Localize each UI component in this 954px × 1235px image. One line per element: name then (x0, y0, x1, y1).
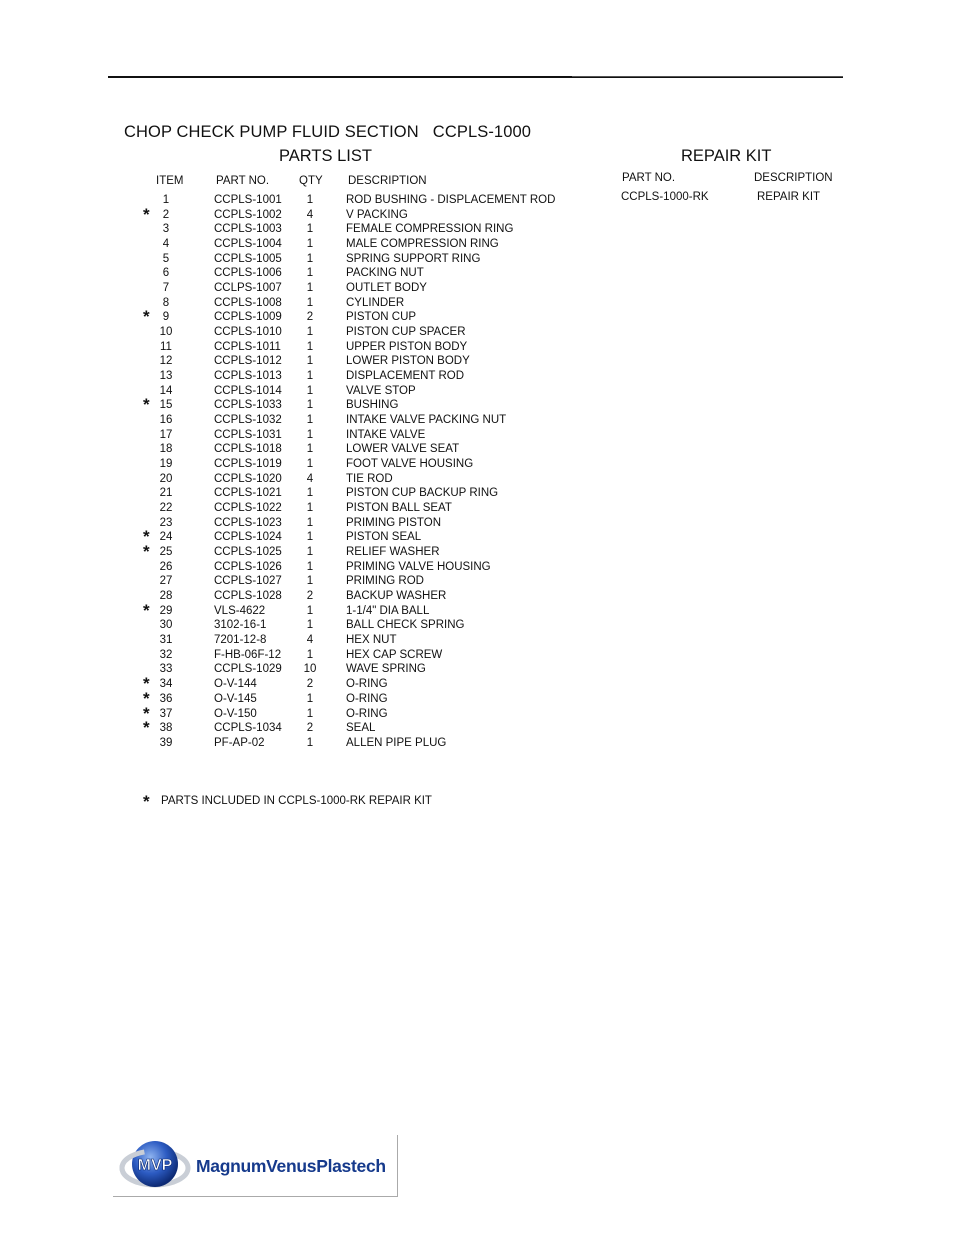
table-row (0, 429, 954, 443)
item-number: 16 (159, 414, 173, 427)
part-number: CCPLS-1023 (214, 516, 282, 529)
part-description: OUTLET BODY (346, 282, 427, 294)
part-description: SEAL (346, 722, 376, 735)
part-number: CCPLS-1020 (214, 472, 282, 485)
item-number: 8 (162, 296, 170, 309)
item-number: 23 (159, 516, 173, 529)
quantity: 1 (306, 736, 314, 749)
part-number: CCPLS-1034 (214, 722, 282, 735)
table-row (0, 253, 954, 267)
part-number: CCPLS-1009 (214, 311, 282, 324)
quantity: 10 (303, 663, 317, 676)
table-row (0, 458, 954, 472)
part-description: VALVE STOP (346, 384, 416, 397)
part-description: O-RING (346, 692, 388, 705)
part-number: CCPLS-1011 (214, 340, 281, 353)
item-number: 14 (159, 384, 173, 397)
quantity: 1 (306, 384, 314, 397)
kit-star-icon: * (143, 204, 150, 224)
kit-star-icon: * (143, 703, 150, 723)
part-description: HEX NUT (346, 634, 397, 647)
quantity: 1 (306, 326, 314, 338)
kit-part-header: PART NO. (622, 172, 676, 184)
part-description: WAVE SPRING (346, 663, 426, 676)
item-number: 12 (159, 355, 173, 368)
quantity: 1 (306, 252, 314, 265)
footnote-star-icon: * (143, 792, 150, 811)
table-row (0, 414, 954, 428)
kit-star-icon: * (143, 395, 150, 415)
kit-star-icon: * (143, 688, 150, 708)
item-number: 32 (159, 648, 173, 661)
quantity: 4 (306, 208, 314, 221)
item-number: 25 (159, 546, 173, 559)
quantity: 1 (306, 296, 314, 309)
item-number: 22 (159, 502, 173, 515)
part-number: CCPLS-1032 (214, 414, 282, 427)
item-number: 36 (159, 692, 173, 705)
item-number: 27 (159, 575, 173, 588)
part-description: PRIMING PISTON (346, 516, 441, 529)
part-description: ROD BUSHING - DISPLACEMENT ROD (346, 194, 556, 206)
part-number: CCPLS-1003 (214, 223, 282, 236)
kit-star-icon: * (143, 307, 150, 327)
quantity: 1 (306, 267, 314, 280)
part-description: PRIMING ROD (346, 575, 424, 588)
part-description: 1-1/4" DIA BALL (346, 604, 430, 617)
part-description: PISTON CUP BACKUP RING (346, 487, 499, 500)
table-row (0, 307, 954, 327)
page-title: CHOP CHECK PUMP FLUID SECTION CCPLS-1000 (124, 123, 532, 141)
kit-part-no: CCPLS-1000-RK (621, 191, 709, 203)
table-row (0, 600, 954, 620)
quantity: 1 (306, 194, 314, 206)
quantity: 1 (306, 560, 314, 573)
part-number: CCPLS-1018 (214, 443, 282, 456)
quantity: 2 (306, 722, 314, 735)
quantity: 4 (306, 472, 314, 485)
part-number: 3102-16-1 (214, 619, 267, 632)
quantity: 1 (306, 458, 314, 471)
part-number: CCLPS-1007 (214, 282, 282, 294)
part-description: RELIEF WASHER (346, 546, 440, 559)
part-number: CCPLS-1024 (214, 531, 282, 544)
company-logo (113, 1135, 398, 1197)
part-number: CCPLS-1008 (214, 296, 282, 309)
globe-logo-icon (113, 1135, 197, 1196)
quantity: 1 (306, 648, 314, 661)
part-number: CCPLS-1029 (214, 663, 282, 676)
item-number: 1 (162, 194, 170, 206)
kit-description: REPAIR KIT (757, 191, 821, 203)
part-description: FEMALE COMPRESSION RING (346, 223, 514, 236)
item-number: 7 (162, 282, 170, 294)
part-number: CCPLS-1006 (214, 267, 282, 280)
kit-desc-header: DESCRIPTION (754, 172, 833, 184)
part-description: V PACKING (346, 208, 408, 221)
item-number: 6 (162, 267, 170, 280)
part-number: CCPLS-1005 (214, 252, 282, 265)
quantity: 4 (306, 634, 314, 647)
quantity: 1 (306, 282, 314, 294)
part-number: F-HB-06F-12 (214, 648, 282, 661)
item-number: 21 (159, 487, 173, 500)
item-number: 26 (159, 560, 173, 573)
quantity: 1 (306, 443, 314, 456)
col-part-header: PART NO. (216, 175, 270, 187)
company-name: MagnumVenusPlastech (196, 1156, 386, 1176)
col-desc-header: DESCRIPTION (348, 175, 427, 187)
quantity: 1 (306, 340, 314, 353)
part-number: CCPLS-1013 (214, 370, 282, 382)
table-row (0, 473, 954, 487)
item-number: 11 (160, 340, 172, 353)
item-number: 39 (159, 736, 173, 749)
part-description: INTAKE VALVE (346, 428, 426, 441)
quantity: 1 (306, 604, 314, 617)
col-qty-header: QTY (299, 175, 323, 187)
part-description: BALL CHECK SPRING (346, 619, 465, 632)
part-description: FOOT VALVE HOUSING (346, 458, 474, 471)
part-number: O-V-145 (214, 692, 257, 705)
part-number: CCPLS-1026 (214, 560, 282, 573)
quantity: 1 (306, 238, 314, 250)
item-number: 28 (159, 590, 173, 603)
quantity: 1 (306, 531, 314, 544)
table-row (0, 634, 954, 648)
table-row (0, 575, 954, 589)
quantity: 1 (306, 355, 314, 368)
item-number: 17 (159, 428, 173, 441)
kit-star-icon: * (143, 674, 150, 694)
item-number: 30 (159, 619, 173, 632)
table-row (0, 267, 954, 281)
part-description: BACKUP WASHER (346, 590, 447, 603)
part-number: CCPLS-1031 (214, 428, 282, 441)
quantity: 2 (306, 590, 314, 603)
part-number: CCPLS-1021 (214, 487, 282, 500)
quantity: 1 (306, 223, 314, 236)
table-row (0, 282, 954, 296)
footnote-text: PARTS INCLUDED IN CCPLS-1000-RK REPAIR KIT (161, 795, 432, 807)
quantity: 1 (306, 399, 314, 412)
item-number: 9 (162, 311, 170, 324)
quantity: 1 (306, 546, 314, 559)
part-description: O-RING (346, 707, 388, 720)
item-number: 3 (162, 223, 170, 236)
part-number: CCPLS-1027 (214, 575, 282, 588)
part-number: CCPLS-1019 (214, 458, 282, 471)
part-description: PRIMING VALVE HOUSING (346, 560, 491, 573)
item-number: 5 (162, 252, 170, 265)
part-description: PACKING NUT (346, 267, 424, 280)
part-description: DISPLACEMENT ROD (346, 370, 465, 382)
part-description: PISTON CUP (346, 311, 417, 324)
item-number: 29 (159, 604, 173, 617)
item-number: 13 (159, 370, 173, 382)
item-number: 24 (159, 531, 173, 544)
table-row (0, 355, 954, 369)
table-row (0, 223, 954, 237)
part-description: LOWER VALVE SEAT (346, 443, 460, 456)
quantity: 1 (306, 370, 314, 382)
item-number: 31 (159, 634, 173, 647)
part-number: CCPLS-1025 (214, 546, 282, 559)
part-number: CCPLS-1022 (214, 502, 282, 515)
part-description: INTAKE VALVE PACKING NUT (346, 414, 507, 427)
quantity: 2 (306, 678, 314, 691)
part-description: MALE COMPRESSION RING (346, 238, 499, 250)
quantity: 1 (306, 487, 314, 500)
quantity: 1 (306, 619, 314, 632)
quantity: 1 (306, 428, 314, 441)
table-row (0, 326, 954, 340)
part-description: HEX CAP SCREW (346, 648, 443, 661)
kit-star-icon: * (143, 542, 150, 562)
quantity: 1 (306, 414, 314, 427)
item-number: 4 (162, 238, 170, 250)
table-row (0, 370, 954, 384)
item-number: 18 (159, 443, 173, 456)
item-number: 33 (159, 663, 173, 676)
part-number: 7201-12-8 (214, 634, 267, 647)
item-number: 15 (159, 399, 173, 412)
part-description: TIE ROD (346, 472, 393, 485)
part-description: SPRING SUPPORT RING (346, 252, 481, 265)
table-row (0, 718, 954, 738)
repair-kit-title: REPAIR KIT (681, 147, 772, 165)
quantity: 1 (306, 516, 314, 529)
part-description: O-RING (346, 678, 388, 691)
part-description: PISTON CUP SPACER (346, 326, 466, 338)
part-description: LOWER PISTON BODY (346, 355, 470, 368)
part-number: CCPLS-1001 (214, 194, 282, 206)
item-number: 2 (162, 208, 170, 221)
parts-list-title: PARTS LIST (279, 147, 372, 165)
part-number: O-V-150 (214, 707, 257, 720)
quantity: 1 (306, 575, 314, 588)
part-number: CCPLS-1012 (214, 355, 282, 368)
col-item-header: ITEM (156, 175, 184, 187)
part-description: UPPER PISTON BODY (346, 340, 468, 353)
item-number: 38 (159, 722, 173, 735)
table-row (0, 443, 954, 457)
item-number: 10 (159, 326, 173, 338)
kit-star-icon: * (143, 718, 150, 738)
part-description: BUSHING (346, 399, 399, 412)
kit-star-icon: * (143, 600, 150, 620)
part-number: VLS-4622 (214, 604, 266, 617)
part-number: CCPLS-1004 (214, 238, 282, 250)
table-row (0, 341, 954, 355)
quantity: 1 (306, 692, 314, 705)
part-number: CCPLS-1010 (214, 326, 282, 338)
item-number: 34 (159, 678, 173, 691)
table-row (0, 395, 954, 415)
part-description: CYLINDER (346, 296, 405, 309)
quantity: 1 (306, 502, 314, 515)
part-number: PF-AP-02 (214, 736, 265, 749)
part-number: O-V-144 (214, 678, 257, 691)
item-number: 20 (159, 472, 173, 485)
table-row (0, 502, 954, 516)
table-row (0, 238, 954, 252)
part-number: CCPLS-1002 (214, 208, 282, 221)
part-number: CCPLS-1028 (214, 590, 282, 603)
table-row (0, 487, 954, 501)
table-row (0, 204, 954, 224)
table-row (0, 649, 954, 663)
table-row (0, 737, 954, 751)
quantity: 2 (306, 311, 314, 324)
part-number: CCPLS-1033 (214, 399, 282, 412)
top-rule-right (572, 76, 843, 77)
item-number: 19 (159, 458, 173, 471)
table-row (0, 619, 954, 633)
table-row (0, 561, 954, 575)
part-number: CCPLS-1014 (214, 384, 282, 397)
table-row (0, 542, 954, 562)
quantity: 1 (306, 707, 314, 720)
part-description: ALLEN PIPE PLUG (346, 736, 447, 749)
logo-mark-text: MVP (137, 1157, 173, 1174)
part-description: PISTON SEAL (346, 531, 422, 544)
kit-star-icon: * (143, 527, 150, 547)
part-description: PISTON BALL SEAT (346, 502, 452, 515)
item-number: 37 (159, 707, 173, 720)
